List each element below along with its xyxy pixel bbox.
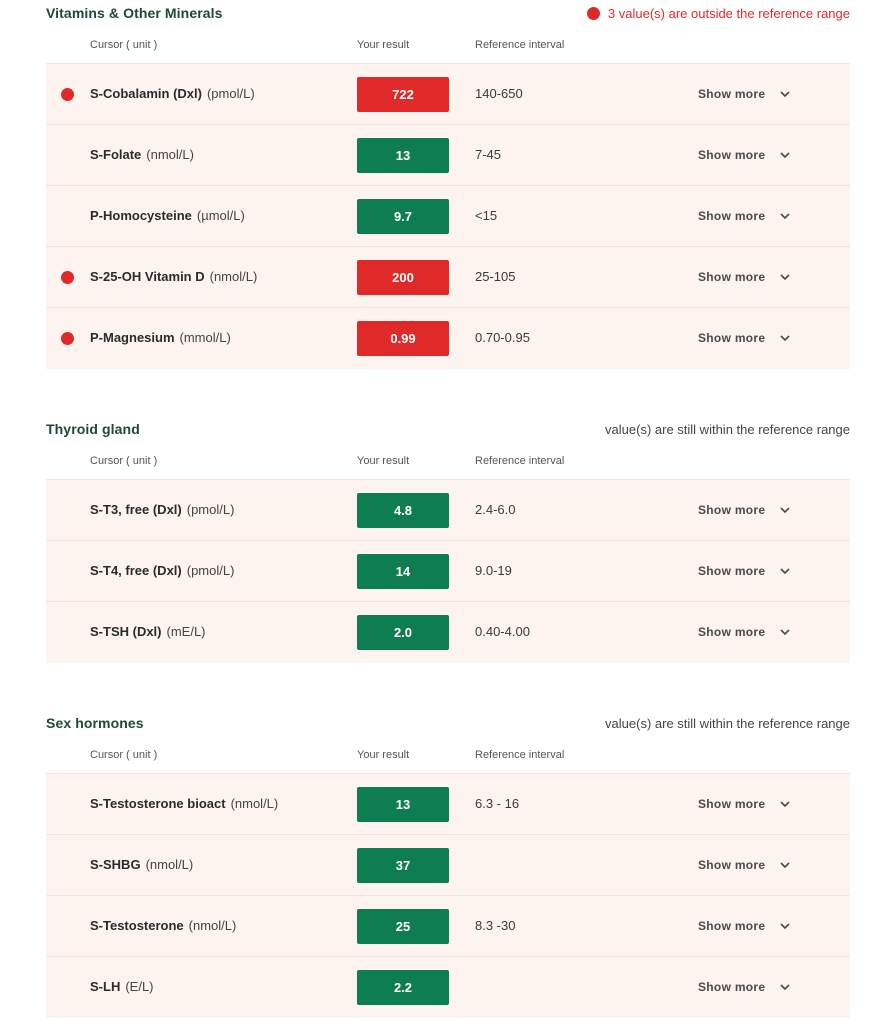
marker-name (90, 563, 234, 578)
marker-name (90, 979, 154, 994)
reference-interval: 7-45 (475, 147, 502, 162)
table-row (46, 835, 850, 896)
chevron-down-icon (779, 920, 791, 932)
marker-unit: (pmol/L) (206, 86, 255, 101)
chevron-down-icon (779, 271, 791, 283)
result-badge: 2.0 (357, 615, 449, 650)
result-badge: 13 (357, 138, 449, 173)
table-row (46, 480, 850, 541)
result-badge: 2.2 (357, 970, 449, 1005)
show-more-label: Show more (698, 270, 766, 284)
marker-label: S-LH (90, 979, 121, 994)
result-badge: 25 (357, 909, 449, 944)
marker-label: S-Testosterone bioact (90, 796, 226, 811)
results-table (46, 773, 850, 1018)
column-header-result: Your result (357, 39, 410, 51)
column-headers (46, 749, 850, 769)
table-row (46, 957, 850, 1018)
marker-unit: (pmol/L) (186, 502, 235, 517)
show-more-button[interactable] (698, 266, 791, 288)
column-header-cursor: Cursor ( unit ) (90, 455, 158, 467)
result-badge: 9.7 (357, 199, 449, 234)
result-badge: 37 (357, 848, 449, 883)
out-of-range-dot-icon (61, 88, 74, 101)
marker-unit: (nmol/L) (146, 147, 194, 162)
marker-name (90, 86, 255, 101)
section-sex-hormones (46, 715, 850, 1018)
show-more-button[interactable] (698, 854, 791, 876)
column-header-result: Your result (357, 455, 410, 467)
marker-label: S-Testosterone (90, 918, 184, 933)
column-headers (46, 455, 850, 475)
column-header-result: Your result (357, 749, 410, 761)
show-more-button[interactable] (698, 793, 791, 815)
column-header-reference: Reference interval (475, 749, 565, 761)
range-status (605, 716, 850, 731)
reference-interval: 25-105 (475, 269, 516, 284)
show-more-button[interactable] (698, 83, 791, 105)
show-more-label: Show more (698, 625, 766, 639)
show-more-button[interactable] (698, 976, 791, 998)
column-headers (46, 39, 850, 59)
show-more-button[interactable] (698, 560, 791, 582)
section-title: Thyroid gland (46, 421, 140, 437)
show-more-label: Show more (698, 331, 766, 345)
show-more-label: Show more (698, 87, 766, 101)
show-more-label: Show more (698, 980, 766, 994)
range-status (587, 6, 850, 21)
section-title: Vitamins & Other Minerals (46, 5, 223, 21)
table-row (46, 896, 850, 957)
show-more-button[interactable] (698, 205, 791, 227)
table-row (46, 125, 850, 186)
show-more-button[interactable] (698, 621, 791, 643)
marker-unit: (nmol/L) (209, 269, 258, 284)
show-more-label: Show more (698, 858, 766, 872)
reference-interval: 6.3 - 16 (475, 796, 520, 811)
marker-name (90, 269, 257, 284)
marker-unit: (nmol/L) (145, 857, 194, 872)
marker-name (90, 147, 194, 162)
chevron-down-icon (779, 88, 791, 100)
table-row (46, 602, 850, 663)
column-header-reference: Reference interval (475, 455, 565, 467)
reference-interval: 140-650 (475, 86, 523, 101)
table-row (46, 308, 850, 369)
column-header-reference: Reference interval (475, 39, 565, 51)
marker-label: P-Homocysteine (90, 208, 192, 223)
marker-name (90, 502, 234, 517)
marker-unit: (pmol/L) (186, 563, 235, 578)
column-header-cursor: Cursor ( unit ) (90, 749, 158, 761)
reference-interval: <15 (475, 208, 498, 223)
column-header-cursor: Cursor ( unit ) (90, 39, 158, 51)
show-more-button[interactable] (698, 327, 791, 349)
show-more-button[interactable] (698, 915, 791, 937)
show-more-label: Show more (698, 503, 766, 517)
alert-dot-icon (587, 7, 600, 20)
reference-interval: 0.70-0.95 (475, 330, 530, 345)
table-row (46, 186, 850, 247)
chevron-down-icon (779, 332, 791, 344)
marker-unit: (nmol/L) (188, 918, 237, 933)
show-more-button[interactable] (698, 499, 791, 521)
reference-interval: 8.3 -30 (475, 918, 516, 933)
marker-name (90, 857, 193, 872)
out-of-range-dot-icon (61, 271, 74, 284)
marker-label: S-SHBG (90, 857, 141, 872)
result-badge: 0.99 (357, 321, 449, 356)
chevron-down-icon (779, 210, 791, 222)
table-row (46, 64, 850, 125)
show-more-label: Show more (698, 209, 766, 223)
chevron-down-icon (779, 981, 791, 993)
reference-interval: 9.0-19 (475, 563, 512, 578)
show-more-label: Show more (698, 919, 766, 933)
marker-label: S-T3, free (Dxl) (90, 502, 182, 517)
marker-label: S-TSH (Dxl) (90, 624, 162, 639)
section-header (46, 421, 850, 449)
chevron-down-icon (779, 149, 791, 161)
marker-name (90, 624, 206, 639)
range-status-text: value(s) are still within the reference range (605, 422, 850, 437)
show-more-button[interactable] (698, 144, 791, 166)
range-status-text: value(s) are still within the reference range (605, 716, 850, 731)
show-more-label: Show more (698, 797, 766, 811)
result-badge: 4.8 (357, 493, 449, 528)
result-badge: 13 (357, 787, 449, 822)
marker-name (90, 330, 231, 345)
result-badge: 200 (357, 260, 449, 295)
marker-unit: (µmol/L) (196, 208, 245, 223)
section-vitamins (46, 5, 850, 369)
chevron-down-icon (779, 798, 791, 810)
show-more-label: Show more (698, 148, 766, 162)
section-header (46, 5, 850, 33)
marker-name (90, 208, 245, 223)
out-of-range-dot-icon (61, 332, 74, 345)
result-badge: 722 (357, 77, 449, 112)
results-table (46, 63, 850, 369)
reference-interval: 2.4-6.0 (475, 502, 516, 517)
marker-label: S-Cobalamin (Dxl) (90, 86, 202, 101)
table-row (46, 541, 850, 602)
result-badge: 14 (357, 554, 449, 589)
marker-unit: (E/L) (125, 979, 154, 994)
marker-name (90, 796, 278, 811)
section-title: Sex hormones (46, 715, 144, 731)
results-table (46, 479, 850, 663)
range-status (605, 422, 850, 437)
marker-label: P-Magnesium (90, 330, 175, 345)
marker-unit: (nmol/L) (230, 796, 279, 811)
chevron-down-icon (779, 565, 791, 577)
table-row (46, 247, 850, 308)
section-header (46, 715, 850, 743)
marker-label: S-T4, free (Dxl) (90, 563, 182, 578)
marker-label: S-Folate (90, 147, 142, 162)
marker-unit: (mE/L) (166, 624, 206, 639)
marker-label: S-25-OH Vitamin D (90, 269, 205, 284)
section-thyroid (46, 421, 850, 663)
chevron-down-icon (779, 626, 791, 638)
show-more-label: Show more (698, 564, 766, 578)
chevron-down-icon (779, 859, 791, 871)
marker-name (90, 918, 236, 933)
table-row (46, 774, 850, 835)
marker-unit: (mmol/L) (179, 330, 231, 345)
range-status-text: 3 value(s) are outside the reference range (607, 6, 850, 21)
chevron-down-icon (779, 504, 791, 516)
reference-interval: 0.40-4.00 (475, 624, 530, 639)
